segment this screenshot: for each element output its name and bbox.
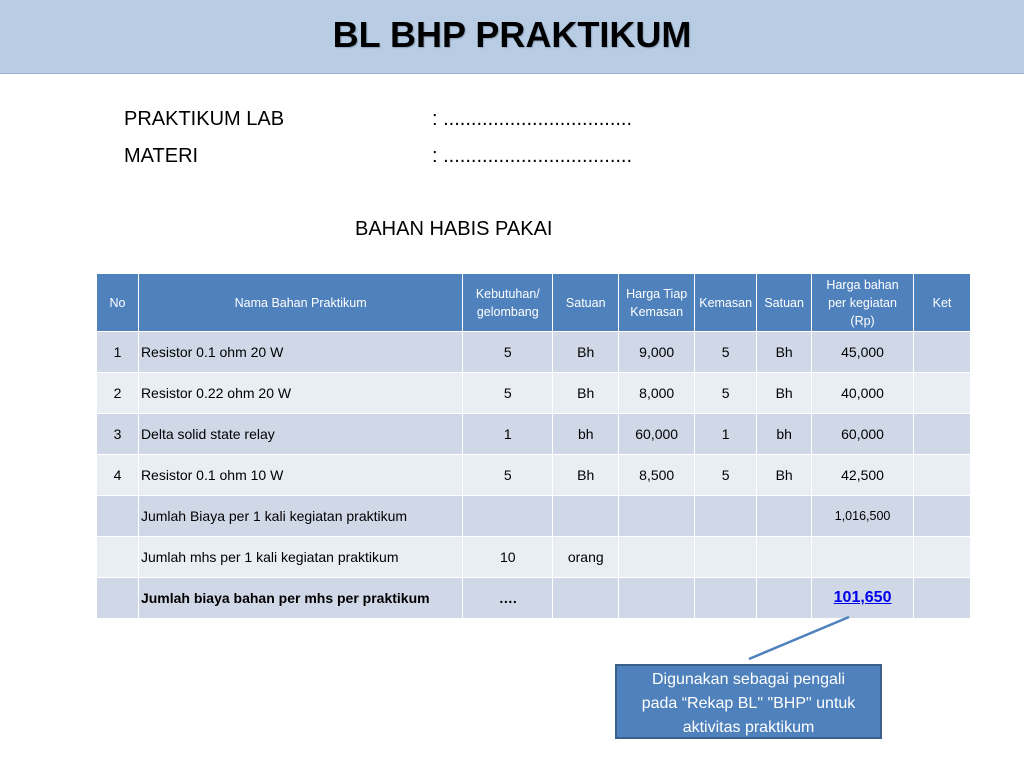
cell-harga-bahan: 42,500 <box>812 455 914 496</box>
summary-per-mhs-value-link[interactable]: 101,650 <box>833 589 892 606</box>
cell-satuan-2: Bh <box>757 332 812 373</box>
cell-kemasan: 5 <box>695 332 757 373</box>
callout-box <box>615 664 882 739</box>
cell-nama: Resistor 0.1 ohm 20 W <box>138 332 462 373</box>
header-harga-bahan-line3: (Rp) <box>850 313 875 328</box>
cell-kemasan: 5 <box>695 373 757 414</box>
cell-no: 1 <box>97 332 139 373</box>
cell-satuan-2: bh <box>757 414 812 455</box>
cell-harga-tiap: 8,500 <box>619 455 695 496</box>
callout-line2: pada “Rekap BL" "BHP" untuk <box>641 695 856 712</box>
cell-satuan-1: Bh <box>553 455 619 496</box>
cell-kebutuhan: 1 <box>463 414 553 455</box>
callout-connector-line <box>749 617 849 659</box>
summary-mhs-unit: orang <box>553 537 619 578</box>
header-harga-bahan-line1: Harga bahan <box>826 277 899 292</box>
section-title: BAHAN HABIS PAKAI <box>355 218 553 240</box>
summary-mhs-value: 10 <box>463 537 553 578</box>
cell-nama: Delta solid state relay <box>138 414 462 455</box>
cell-nama: Resistor 0.1 ohm 10 W <box>138 455 462 496</box>
cell-kemasan: 5 <box>695 455 757 496</box>
cell-satuan-1: Bh <box>553 332 619 373</box>
summary-per-mhs-kebutuhan: …. <box>463 578 553 619</box>
callout-line1: Digunakan sebagai pengali <box>651 671 846 688</box>
header-kebutuhan-line1: Kebutuhan/ <box>475 286 540 301</box>
cell-harga-tiap: 9,000 <box>619 332 695 373</box>
header-nama: Nama Bahan Praktikum <box>138 274 462 332</box>
summary-biaya-value: 1,016,500 <box>812 496 914 537</box>
materi-label: MATERI <box>124 145 199 167</box>
cell-kemasan: 1 <box>695 414 757 455</box>
callout-line3: aktivitas praktikum <box>682 719 815 736</box>
cell-no: 3 <box>97 414 139 455</box>
header-ket: Ket <box>914 274 971 332</box>
lab-label: PRAKTIKUM LAB <box>124 108 285 130</box>
cell-satuan-1: bh <box>553 414 619 455</box>
cell-no: 4 <box>97 455 139 496</box>
cell-harga-tiap: 8,000 <box>619 373 695 414</box>
cell-harga-bahan: 40,000 <box>812 373 914 414</box>
summary-mhs-label: Jumlah mhs per 1 kali kegiatan praktikum <box>138 537 462 578</box>
cell-satuan-2: Bh <box>757 455 812 496</box>
materi-value: : .................................. <box>432 145 633 167</box>
summary-biaya-label: Jumlah Biaya per 1 kali kegiatan praktikum <box>138 496 462 537</box>
summary-per-mhs-label: Jumlah biaya bahan per mhs per praktikum <box>138 578 462 619</box>
cell-satuan-2: Bh <box>757 373 812 414</box>
page-title: BL BHP PRAKTIKUM <box>332 14 692 55</box>
cell-harga-bahan: 45,000 <box>812 332 914 373</box>
header-harga-tiap-line1: Harga Tiap <box>626 286 688 301</box>
cell-kebutuhan: 5 <box>463 373 553 414</box>
header-satuan-1: Satuan <box>553 274 619 332</box>
header-no: No <box>97 274 139 332</box>
cell-no: 2 <box>97 373 139 414</box>
header-satuan-2: Satuan <box>757 274 812 332</box>
cell-kebutuhan: 5 <box>463 332 553 373</box>
header-harga-tiap-line2: Kemasan <box>630 304 684 319</box>
header-kemasan: Kemasan <box>695 274 757 332</box>
lab-value: : .................................. <box>432 108 633 130</box>
header-kebutuhan-line2: gelombang <box>476 304 539 319</box>
cell-satuan-1: Bh <box>553 373 619 414</box>
cell-nama: Resistor 0.22 ohm 20 W <box>138 373 462 414</box>
cell-kebutuhan: 5 <box>463 455 553 496</box>
cell-harga-bahan: 60,000 <box>812 414 914 455</box>
header-harga-bahan-line2: per kegiatan <box>828 295 897 310</box>
cell-harga-tiap: 60,000 <box>619 414 695 455</box>
